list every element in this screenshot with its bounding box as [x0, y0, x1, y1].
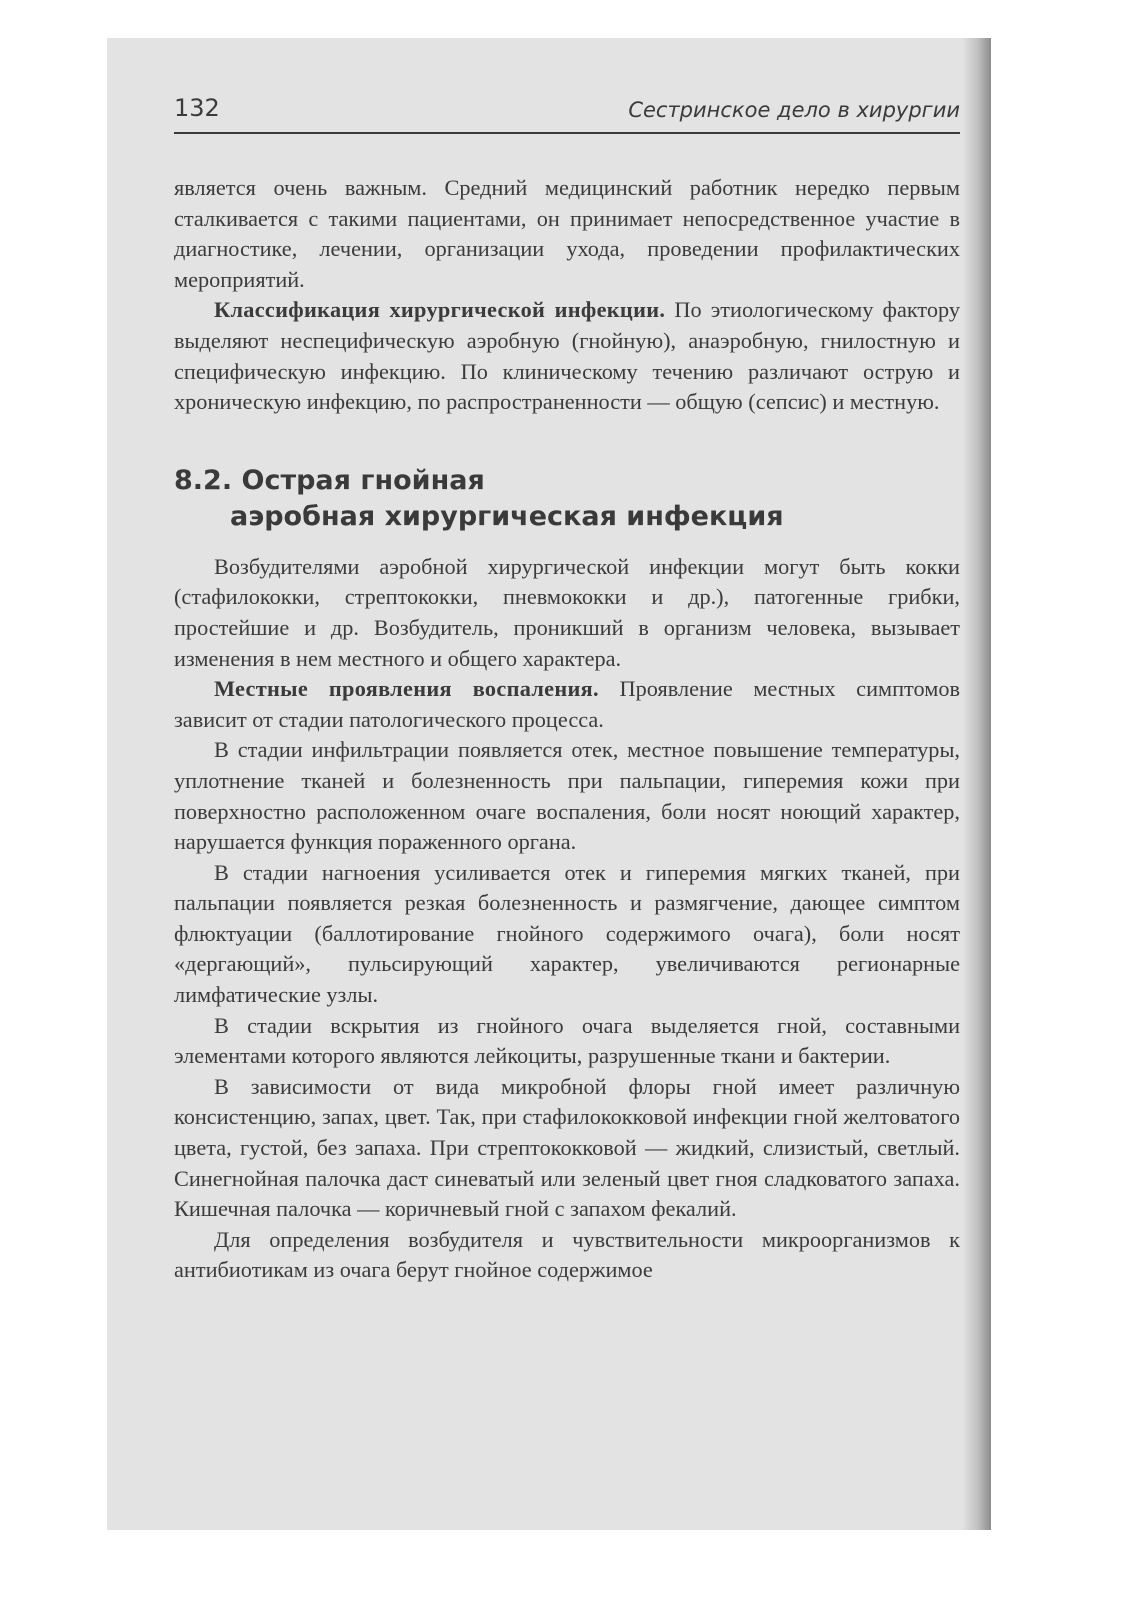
paragraph-text: В стадии нагноения усиливается отек и гиперемия мягких тканей, при пальпации появляется резкая болезненность и размягчение, дающее симптом флюктуации (баллотирование гнойного содержимого очага), боли носят «дергающий», пульсирующий характер, увеличиваются регионарные лимфатические узлы.	[174, 859, 960, 1008]
paragraph	[174, 858, 960, 1011]
paragraph-text: Возбудителями аэробной хирургической инфекции могут быть кокки (стафилококки, стрептококки, пневмококки и др.), патогенные грибки, простейшие и др. Возбудитель, проникший в организм человека, вызывает изменения в нем местного и общего характера.	[174, 553, 960, 671]
running-title: Сестринское дело в хирургии	[628, 98, 960, 122]
paragraph	[174, 552, 960, 674]
paragraph	[174, 173, 960, 295]
section-heading	[174, 463, 960, 535]
paragraph-lead: Местные проявления воспаления.	[214, 676, 599, 702]
paragraph	[174, 1011, 960, 1072]
paragraph-text: В стадии вскрытия из гнойного очага выделяется гной, составными элементами которого являются лейкоциты, разрушенные ткани и бактерии.	[174, 1012, 960, 1069]
paragraph-text: В стадии инфильтрации появляется отек, местное повышение температуры, уплотнение тканей и болезненность при пальпации, гиперемия кожи при поверхностно расположенном очаге воспаления, боли носят ноющий характер, нарушается функция пораженного органа.	[174, 737, 960, 855]
page-spine-shadow	[962, 38, 991, 1530]
paragraph-lead: Классификация хирургической инфекции.	[214, 297, 666, 323]
section-heading-line-2: аэробная хирургическая инфекция	[230, 500, 784, 532]
page-header	[174, 92, 960, 134]
paragraph	[174, 1072, 960, 1225]
paragraph-text: является очень важным. Средний медицинский работник нередко первым сталкивается с такими пациентами, он принимает непосредственное участие в диагностике, лечении, организации ухода, проведении профилактических мероприятий.	[174, 175, 960, 292]
paragraph	[174, 1225, 960, 1286]
page-body	[174, 173, 960, 1286]
paragraph	[174, 735, 960, 857]
paragraph-text: В зависимости от вида микробной флоры гной имеет различную консистенцию, запах, цвет. Так, при стафилококковой инфекции гной желтоватого цвета, густой, без запаха. При стрептококковой — жидкий, слизистый, светлый. Синегнойная палочка даст синеватый или зеленый цвет гноя сладковатого запаха. Кишечная палочка — коричневый гной с запахом фекалий.	[174, 1073, 960, 1222]
paragraph-text: Для определения возбудителя и чувствительности микроорганизмов к антибиотикам из очага берут гнойное содержимое	[174, 1226, 960, 1283]
paragraph-text: По этиологическому фактору выделяют неспецифическую аэробную (гнойную), анаэробную, гнилостную и специфическую инфекцию. По клиническому течению различают острую и хроническую инфекцию, по распространенности — общую (сепсис) и местную.	[174, 297, 960, 415]
paragraph	[174, 295, 960, 417]
paragraph	[174, 674, 960, 735]
section-heading-line-1: 8.2. Острая гнойная	[174, 464, 485, 496]
paragraph-text: Проявление местных симптомов зависит от стадии патологического процесса.	[174, 676, 960, 732]
page-number: 132	[174, 94, 220, 122]
